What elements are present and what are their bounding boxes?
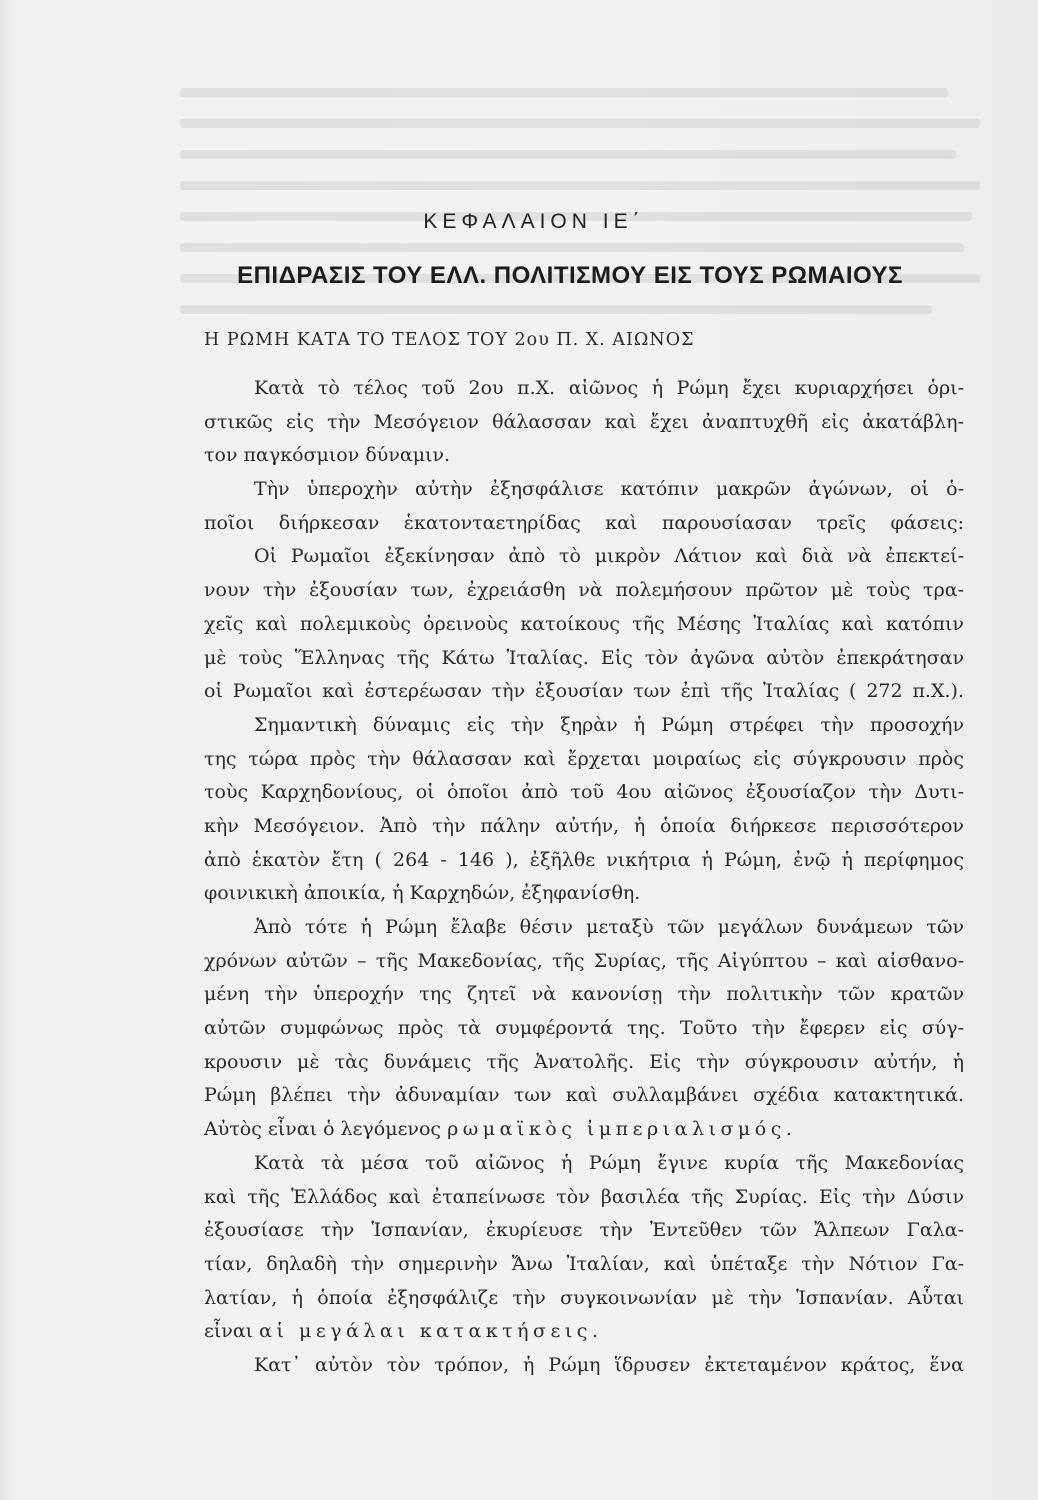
spaced-term: ρωμαϊκὸς ἰμπεριαλισμός. — [447, 1118, 797, 1141]
text-line: Ἀπὸ τότε ἡ Ρώμη ἔλαβε θέσιν μεταξὺ τῶν μεγάλων δυνάμεων τῶν — [254, 916, 964, 938]
text-segment: εἶναι — [204, 1320, 254, 1343]
text-line: κὴν Μεσόγειον. Ἀπὸ τὴν πάλην αὐτήν, ἡ ὁποία διήρκεσε περισσότερον — [204, 814, 964, 837]
text-line: ἐξουσίασε τὴν Ἱσπανίαν, ἐκυρίευσε τὴν Ἐντεῦθεν τῶν Ἄλπεων Γαλα- — [204, 1219, 964, 1242]
text-line: ποῖοι διήρκεσαν ἑκατονταετηρίδας καὶ παρουσίασαν τρεῖς φάσεις: — [204, 511, 964, 534]
text-segment: Αὐτὸς εἶναι ὁ λεγόμενος — [204, 1118, 442, 1141]
text-line: χεῖς καὶ πολεμικοὺς ὀρεινοὺς κατοίκους τῆς Μέσης Ἰταλίας καὶ κατόπιν — [204, 612, 964, 635]
text-line: στικῶς εἰς τὴν Μεσόγειον θάλασσαν καὶ ἔχει ἀναπτυχθῆ εἰς ἀκατάβλη- — [204, 410, 964, 433]
chapter-title: ΕΠΙΔΡΑΣΙΣ ΤΟΥ ΕΛΛ. ΠΟΛΙΤΙΣΜΟΥ ΕΙΣ ΤΟΥΣ ΡΩΜΑΙΟΥΣ — [237, 262, 903, 289]
text-line: ἀπὸ ἑκατὸν ἔτη ( 264 - 146 ), ἐξῆλθε νικήτρια ἡ Ρώμη, ἐνῷ ἡ περίφημος — [204, 848, 964, 871]
text-line: λατίαν, ἡ ὁποία ἐξησφάλιζε τὴν συγκοινωνίαν μὲ τὴν Ἱσπανίαν. Αὗται — [204, 1286, 964, 1309]
text-line: φοινικικὴ ἀποικία, ἡ Καρχηδών, ἐξηφανίσθη. — [204, 882, 641, 905]
text-line — [204, 1315, 964, 1349]
spaced-term: αἱ μεγάλαι κατακτήσεις. — [259, 1320, 603, 1343]
text-line — [204, 1113, 964, 1147]
text-line: καὶ τῆς Ἑλλάδος καὶ ἐταπείνωσε τὸν βασιλέα τῆς Συρίας. Εἰς τὴν Δύσιν — [204, 1185, 964, 1208]
text-line: Οἱ Ρωμαῖοι ἐξεκίνησαν ἀπὸ τὸ μικρὸν Λάτιον καὶ διὰ νὰ ἐπεκτεί- — [254, 545, 964, 568]
body-text — [204, 372, 964, 1383]
text-line: Κατ᾽ αὐτὸν τὸν τρόπον, ἡ Ρώμη ἵδρυσεν ἐκτεταμένον κράτος, ἕνα — [254, 1353, 964, 1376]
text-line: οἱ Ρωμαῖοι καὶ ἐστερέωσαν τὴν ἐξουσίαν των ἐπὶ τῆς Ἰταλίας ( 272 π.Χ.). — [204, 680, 964, 703]
text-line: μένη τὴν ὑπεροχήν της ζητεῖ νὰ κανονίσῃ τὴν πολιτικὴν τῶν κρατῶν — [204, 983, 964, 1006]
text-line: Κατὰ τὸ τέλος τοῦ 2ου π.Χ. αἰῶνος ἡ Ρώμη ἔχει κυριαρχήσει ὁρι- — [254, 377, 964, 399]
text-line: αὐτῶν συμφώνως πρὸς τὰ συμφέροντά της. Τοῦτο τὴν ἔφερεν εἰς σύγ- — [204, 1017, 964, 1040]
text-line: τίαν, δηλαδὴ τὴν σημερινὴν Ἄνω Ἰταλίαν, καὶ ὑπέταξε τὴν Νότιον Γα- — [204, 1252, 964, 1275]
section-subtitle: Η ΡΩΜΗ ΚΑΤΑ ΤΟ ΤΕΛΟΣ ΤΟΥ 2ου Π. Χ. ΑΙΩΝΟΣ — [204, 330, 695, 350]
text-line: της τώρα πρὸς τὴν θάλασσαν καὶ ἔρχεται μοιραίως εἰς σύγκρουσιν πρὸς — [204, 747, 964, 770]
text-line: τοὺς Καρχηδονίους, οἱ ὁποῖοι ἀπὸ τοῦ 4ου αἰῶνος ἐξουσίαζον τὴν Δυτι- — [204, 781, 964, 804]
text-line: χρόνων αὐτῶν – τῆς Μακεδονίας, τῆς Συρίας, τῆς Αἰγύπτου – καὶ αἰσθανο- — [204, 949, 964, 972]
text-line: Τὴν ὑπεροχὴν αὐτὴν ἐξησφάλισε κατόπιν μακρῶν ἀγώνων, οἱ ὁ- — [254, 478, 964, 501]
text-line: Κατὰ τὰ μέσα τοῦ αἰῶνος ἡ Ρώμη ἔγινε κυρία τῆς Μακεδονίας — [254, 1151, 964, 1174]
text-line: νουν τὴν ἐξουσίαν των, ἐχρειάσθη νὰ πολεμήσουν πρῶτον μὲ τοὺς τρα- — [204, 579, 964, 602]
text-line: τον παγκόσμιον δύναμιν. — [204, 444, 451, 467]
text-line: μὲ τοὺς Ἕλληνας τῆς Κάτω Ἰταλίας. Εἰς τὸν ἀγῶνα αὐτὸν ἐπεκράτησαν — [204, 646, 964, 669]
text-line: κρουσιν μὲ τὰς δυνάμεις τῆς Ἀνατολῆς. Εἰς τὴν σύγκρουσιν αὐτήν, ἡ — [204, 1050, 964, 1073]
chapter-heading: ΚΕΦΑΛΑΙΟΝ ΙΕ΄ — [423, 210, 645, 233]
text-line: Ρώμη βλέπει τὴν ἀδυναμίαν των καὶ συλλαμβάνει σχέδια κατακτητικά. — [204, 1084, 964, 1107]
text-line: Σημαντικὴ δύναμις εἰς τὴν ξηρὰν ἡ Ρώμη στρέφει τὴν προσοχήν — [254, 713, 964, 736]
